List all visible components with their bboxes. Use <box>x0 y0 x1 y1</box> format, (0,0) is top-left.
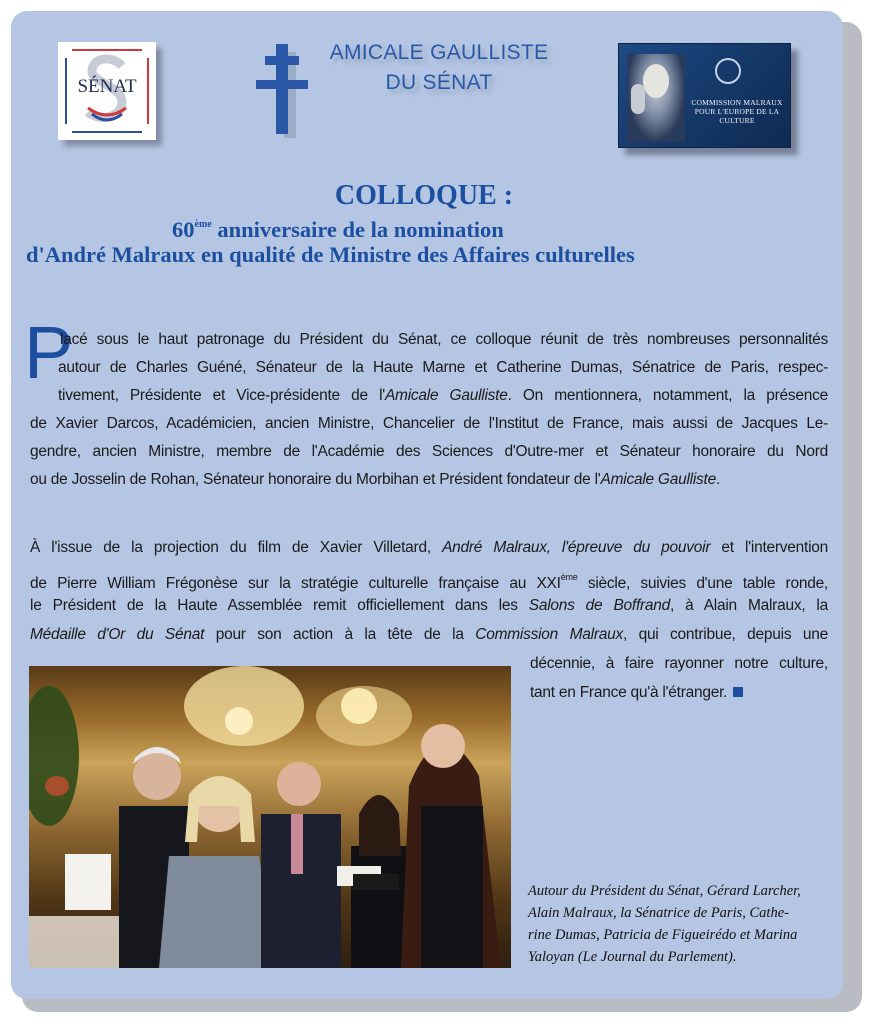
senat-logo <box>58 42 156 140</box>
cross-of-lorraine-icon <box>255 42 311 143</box>
p2-line-6-text: tant en France qu'à l'étranger. <box>530 684 728 701</box>
p2-line-4-a: pour son action à la tête de la <box>204 626 476 643</box>
amicale-gaulliste-title <box>308 38 570 98</box>
p1-line-2: autour de Charles Guéné, Sénateur de la Haute Marne et Catherine Dumas, Sénatrice de Paris, respec- <box>58 359 828 376</box>
senat-logo-text: SÉNAT <box>77 76 137 97</box>
caption-line-2: Alain Malraux, la Sénatrice de Paris, Cathe- <box>528 905 789 921</box>
end-square-icon <box>733 687 743 697</box>
commission-logo-line-2: POUR L'EUROPE DE LA CULTURE <box>694 107 780 125</box>
title-number: 60 <box>172 217 195 242</box>
commission-malraux-logo <box>618 43 791 148</box>
commission-seal-icon <box>715 58 741 84</box>
p2-line-3-b: , à Alain Malraux, la <box>670 597 828 614</box>
commission-logo-text <box>685 98 789 125</box>
p2-line-1 <box>30 534 828 562</box>
title-superscript: ème <box>194 219 212 230</box>
p2-line-1-a: À l'issue de la projection du film de Xavier Villetard, <box>30 539 443 556</box>
commission-logo-line-1: COMMISSION MALRAUX <box>691 98 783 107</box>
p1-line-3-em: Amicale Gaulliste <box>384 387 508 404</box>
p2-line-3-em: Salons de Boffrand <box>528 597 671 614</box>
p2-line-3-a: le Président de la Haute Assemblée remit officiellement dans les <box>30 597 529 614</box>
p2-line-2-a: de Pierre William Frégonèse sur la stratégie culturelle française au XXI <box>30 575 561 592</box>
amicale-line-2: DU SÉNAT <box>385 71 493 94</box>
p1-line-6 <box>30 466 720 494</box>
p2-line-2-sup: ème <box>560 572 578 582</box>
p2-line-4-em-2: Commission Malraux <box>475 626 623 643</box>
event-photo <box>29 666 511 968</box>
p2-line-4 <box>30 621 828 649</box>
p1-line-1: lacé sous le haut patronage du Président du Sénat, ce colloque réunit de très nombreuses personnalités <box>60 331 828 348</box>
p2-line-4-em-1: Médaille d'Or du Sénat <box>30 626 205 643</box>
p2-line-5: décennie, à faire rayonner notre culture, <box>530 655 828 672</box>
caption-line-1: Autour du Président du Sénat, Gérard Larcher, <box>528 883 801 899</box>
caption-line-4: Yaloyan (Le Journal du Parlement). <box>528 949 737 965</box>
title-line-1: COLLOQUE : <box>334 180 514 211</box>
photo-caption <box>528 880 830 968</box>
p2-line-1-b: et l'intervention <box>710 539 829 556</box>
caption-line-3: rine Dumas, Patricia de Figueirédo et Marina <box>528 927 798 943</box>
p2-line-4-b: , qui contribue, depuis une <box>622 626 828 643</box>
title-line-3: d'André Malraux en qualité de Ministre des Affaires culturelles <box>26 242 635 267</box>
title-line-2 <box>172 212 504 243</box>
p1-line-3-a: tivement, Présidente et Vice-présidente de l' <box>58 387 385 404</box>
p1-line-3-b: . On mentionnera, notamment, la présence <box>507 387 828 404</box>
p2-line-6 <box>530 679 743 707</box>
p2-line-1-em: André Malraux, l'épreuve du pouvoir <box>442 539 711 556</box>
portrait-face <box>643 64 669 98</box>
p1-line-5: gendre, ancien Ministre, membre de l'Académie des Sciences d'Outre-mer et Sénateur honoraire du Nord <box>30 443 828 460</box>
p1-line-4: de Xavier Darcos, Académicien, ancien Ministre, Chancelier de l'Institut de France, mais aussi de Jacques Le- <box>30 415 828 432</box>
p2-line-3 <box>30 592 828 620</box>
p1-line-6-b: . <box>716 471 721 488</box>
p1-line-6-em: Amicale Gaulliste <box>600 471 716 488</box>
event-photo-scene <box>29 666 511 968</box>
drop-cap: P <box>24 311 74 394</box>
title-line-2-rest: anniversaire de la nomination <box>211 217 504 242</box>
p1-line-3 <box>58 382 828 410</box>
amicale-line-1: AMICALE GAULLISTE <box>329 41 549 64</box>
p1-line-6-a: ou de Josselin de Rohan, Sénateur honoraire du Morbihan et Président fondateur de l' <box>30 471 601 488</box>
p2-line-2-b: siècle, suivies d'une table ronde, <box>577 575 828 592</box>
portrait-hand <box>631 84 645 114</box>
